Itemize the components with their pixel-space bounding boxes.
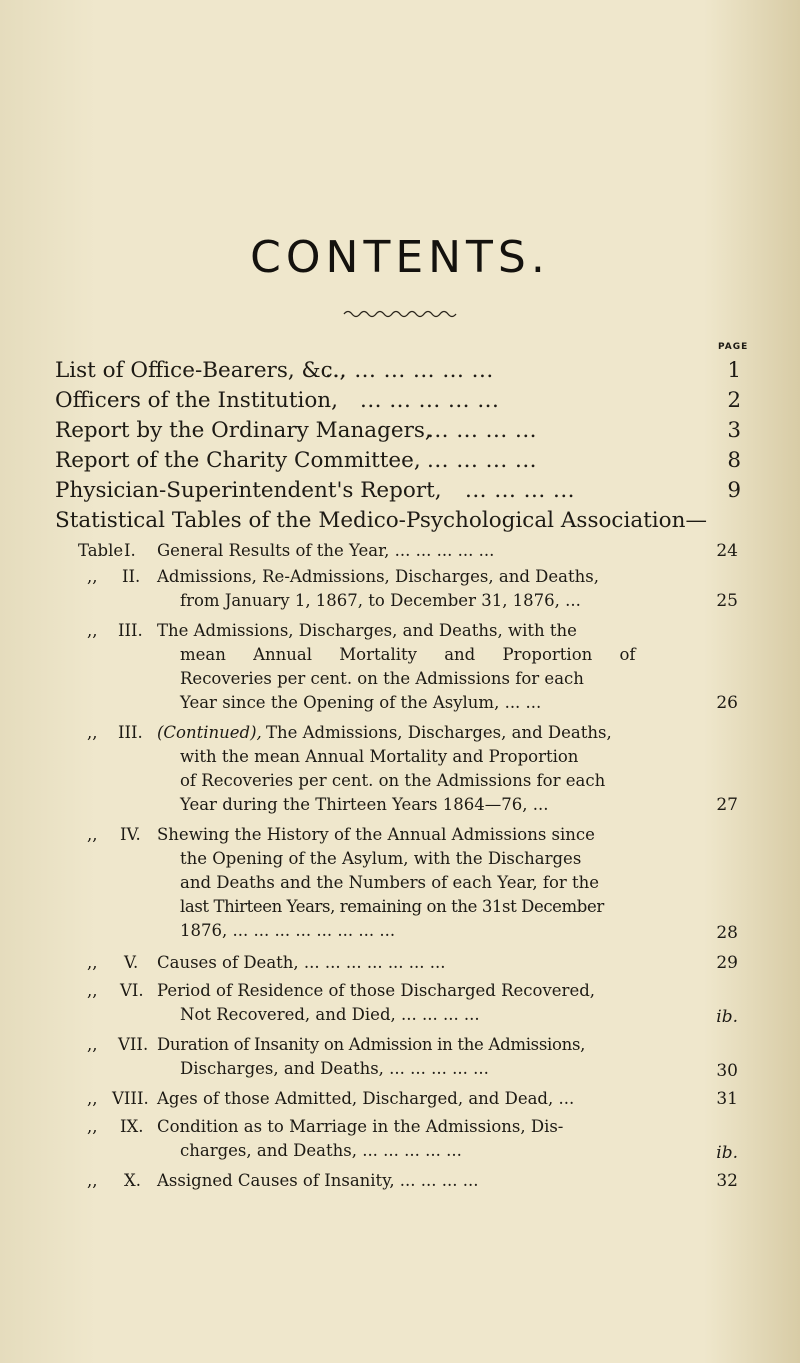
ditto-mark: ,, — [87, 1117, 98, 1136]
table-title-line: of Recoveries per cent. on the Admissions for each — [180, 771, 606, 790]
entry-page-number: 2 — [727, 388, 741, 413]
table-page-number: 28 — [716, 923, 738, 943]
entry-title: Report of the Charity Committee, — [55, 448, 421, 473]
ditto-mark: ,, — [87, 1089, 98, 1108]
page-title: CONTENTS. — [250, 232, 550, 283]
table-title-line: Year during the Thirteen Years 1864—76, ... — [180, 795, 549, 814]
entry-title: List of Office-Bearers, &c., — [55, 358, 347, 383]
ditto-mark: ,, — [87, 981, 98, 1000]
leader-dots: ... ... ... ... — [465, 478, 576, 503]
table-title-line: Admissions, Re-Admissions, Discharges, and Deaths, — [157, 567, 599, 586]
entry-title: Physician-Superintendent's Report, — [55, 478, 442, 503]
continued-note: (Continued), — [157, 723, 262, 742]
table-number: IX. — [120, 1117, 144, 1136]
table-title-line: from January 1, 1867, to December 31, 1876, ... — [180, 591, 581, 610]
table-number: V. — [124, 953, 139, 972]
ditto-mark: ,, — [87, 953, 98, 972]
table-title-line: Condition as to Marriage in the Admissions, Dis- — [157, 1117, 564, 1136]
table-number: II. — [122, 567, 141, 586]
wavy-rule-ornament — [342, 307, 460, 321]
table-number: I. — [124, 541, 136, 560]
table-title-line: mean Annual Mortality and Proportion of — [180, 645, 636, 664]
table-page-number: 26 — [716, 693, 738, 713]
entry-page-number: 3 — [727, 418, 741, 443]
leader-dots: ... ... ... ... — [427, 448, 538, 473]
table-title-line: last Thirteen Years, remaining on the 31st December — [180, 897, 604, 916]
table-number: III. — [118, 723, 143, 742]
table-page-number: 24 — [716, 541, 738, 561]
table-title-line: Duration of Insanity on Admission in the Admissions, — [157, 1035, 586, 1054]
table-title-line: the Opening of the Asylum, with the Discharges — [180, 849, 582, 868]
table-title-line: Ages of those Admitted, Discharged, and Dead, ... — [157, 1089, 575, 1108]
table-title-line: The Admissions, Discharges, and Deaths, — [266, 723, 612, 742]
entry-page-number: 1 — [727, 358, 741, 383]
table-title-line: charges, and Deaths, ... ... ... ... ... — [180, 1141, 462, 1160]
table-number: VII. — [118, 1035, 149, 1054]
section-heading-text: Statistical Tables of the Medico-Psychological Association— — [55, 508, 707, 533]
entry-page-number: 9 — [727, 478, 741, 503]
table-number: IV. — [120, 825, 141, 844]
table-title-line: Year since the Opening of the Asylum, ... ... — [180, 693, 542, 712]
table-page-number: 31 — [716, 1089, 738, 1109]
table-title-line: and Deaths and the Numbers of each Year, for the — [180, 873, 600, 892]
table-label: Table — [78, 541, 124, 560]
page-column-header: PAGE — [718, 342, 749, 352]
table-title-line: Shewing the History of the Annual Admissions since — [157, 825, 595, 844]
table-title-line: Not Recovered, and Died, ... ... ... ... — [180, 1005, 480, 1024]
ditto-mark: ,, — [87, 567, 98, 586]
table-title-line: Recoveries per cent. on the Admissions for each — [180, 669, 584, 688]
table-number: X. — [124, 1171, 141, 1190]
table-number: VI. — [120, 981, 144, 1000]
table-title-line: with the mean Annual Mortality and Proportion — [180, 747, 579, 766]
table-page-number: 25 — [716, 591, 738, 611]
table-title-line: General Results of the Year, ... ... ... ... ... — [157, 541, 495, 560]
table-number: III. — [118, 621, 143, 640]
table-title-line: 1876, ... ... ... ... ... ... ... ... — [180, 921, 396, 940]
table-title-line: The Admissions, Discharges, and Deaths, with the — [157, 621, 577, 640]
table-title-line: Period of Residence of those Discharged Recovered, — [157, 981, 596, 1000]
table-number: VIII. — [112, 1089, 149, 1108]
table-title-line: Assigned Causes of Insanity, ... ... ... ... — [157, 1171, 479, 1190]
leader-dots: ... ... ... ... — [427, 418, 538, 443]
table-page-number: ib. — [716, 1143, 738, 1163]
ditto-mark: ,, — [87, 723, 98, 742]
ditto-mark: ,, — [87, 621, 98, 640]
ditto-mark: ,, — [87, 825, 98, 844]
leader-dots: ... ... ... ... ... ... — [325, 358, 494, 383]
ditto-mark: ,, — [87, 1035, 98, 1054]
table-title-line: Discharges, and Deaths, ... ... ... ... ... — [180, 1059, 489, 1078]
entry-title: Officers of the Institution, — [55, 388, 338, 413]
table-page-number: ib. — [716, 1007, 738, 1027]
table-page-number: 29 — [716, 953, 738, 973]
table-page-number: 27 — [716, 795, 738, 815]
table-title-line: Causes of Death, ... ... ... ... ... ... ... — [157, 953, 446, 972]
entry-title: Report by the Ordinary Managers, — [55, 418, 432, 443]
table-page-number: 30 — [716, 1061, 738, 1081]
entry-page-number: 8 — [727, 448, 741, 473]
table-page-number: 32 — [716, 1171, 738, 1191]
ditto-mark: ,, — [87, 1171, 98, 1190]
leader-dots: ... ... ... ... ... — [360, 388, 500, 413]
